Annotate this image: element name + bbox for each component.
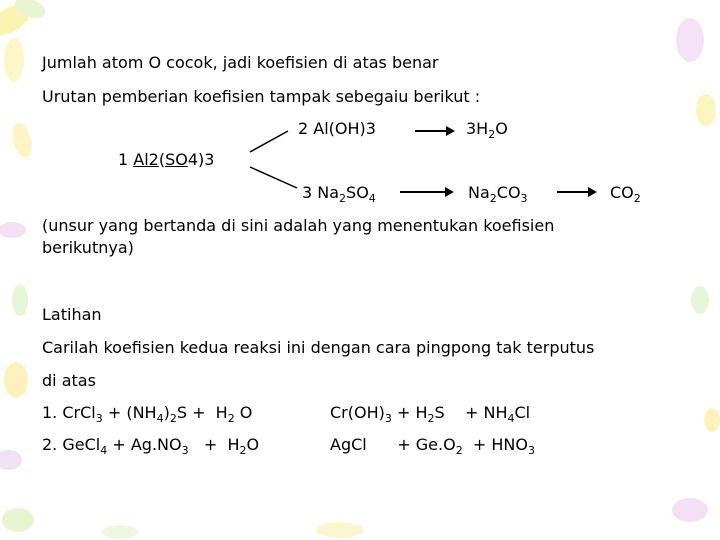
scheme-upper-left: 2 Al(OH)3 [298, 119, 376, 138]
scheme-lower-mid: $Na_2CO_3$ [468, 183, 528, 205]
reaction-2-reactants: 2. GeCl$_4$ + $Ag.NO_3$ + $H_2O$ [42, 435, 260, 457]
scheme-root: 1 Al2(SO4)3 [118, 150, 215, 169]
reaction-1-reactants: 1. CrCl$_3$ + $(NH_4)_2S + H_2$ O [42, 403, 253, 425]
latihan-title: Latihan [42, 305, 102, 324]
scheme-lower-left: 3 $Na_2SO_4$ [302, 183, 376, 205]
reaction-1-products: $Cr(OH)_3 + H_2S$ + $NH_4Cl$ [330, 403, 531, 425]
line-1: Jumlah atom O cocok, jadi koefisien di atas benar [42, 53, 439, 72]
arrow-lower-1 [400, 191, 452, 193]
arrow-lower-2 [557, 191, 595, 193]
note-line-2: berikutnya) [42, 238, 134, 257]
arrow-upper [415, 130, 453, 132]
note-line-1: (unsur yang bertanda di sini adalah yang menentukan koefisien [42, 216, 555, 235]
reaction-2-products: AgCl + $Ge.O_2 + HNO_3$ [330, 435, 535, 457]
instruction-line-1: Carilah koefisien kedua reaksi ini dengan cara pingpong tak terputus [42, 338, 595, 357]
line-2: Urutan pemberian koefisien tampak sebegaiu berikut : [42, 87, 481, 106]
scheme-lower-right: $CO_2$ [610, 183, 641, 205]
instruction-line-2: di atas [42, 371, 96, 390]
scheme-upper-right: $3H_2O$ [466, 119, 508, 141]
